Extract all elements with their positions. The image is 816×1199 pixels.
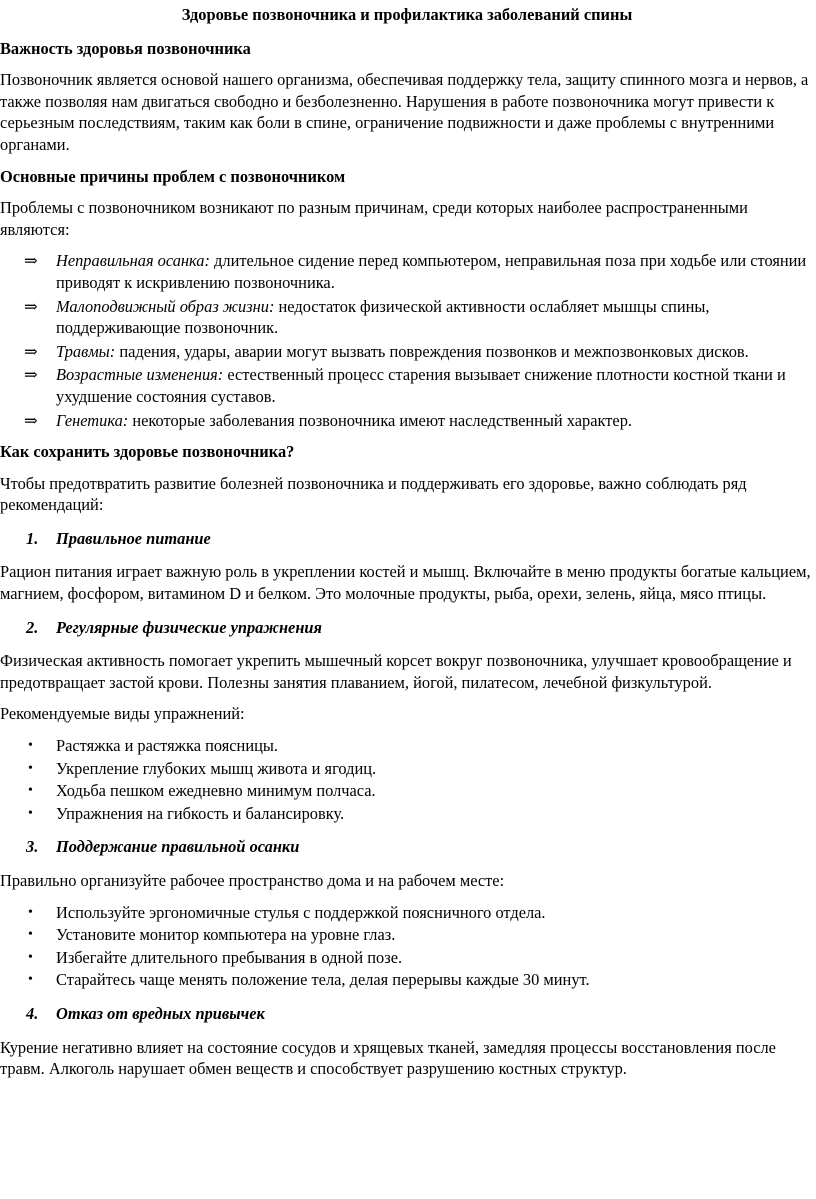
bullet-icon: • (28, 738, 33, 754)
paragraph-importance: Позвоночник является основой нашего организма, обеспечивая поддержку тела, защиту спинного мозга и нервов, а также позволяя нам двигаться свободно и безболезненно. Нарушения в работе позвоночника могут привести к серьезным последствиям, таким как боли в спине, ограничение подвижности и даже проблемы с внутренними органами. (0, 70, 809, 154)
cause-desc: длительное сидение перед компьютером, неправильная поза при ходьбе или стоянии приводят к искривлению позвоночника. (56, 251, 807, 292)
list-item-text: Используйте эргономичные стулья с поддержкой поясничного отдела. (56, 902, 546, 922)
subheading-nutrition (0, 528, 814, 550)
arrow-icon: ⇒ (24, 410, 38, 430)
paragraph-keep-intro: Чтобы предотвратить развитие болезней позвоночника и поддерживать его здоровье, важно соблюдать ряд рекомендаций: (0, 473, 747, 515)
causes-list (0, 250, 814, 431)
cause-desc: естественный процесс старения вызывает снижение плотности костной ткани и ухудшение состояния суставов. (56, 365, 786, 406)
cause-term: Неправильная осанка: (56, 251, 210, 271)
paragraph-habits: Курение негативно влияет на состояние сосудов и хрящевых тканей, замедляя процессы восстановления после травм. Алкоголь нарушает обмен веществ и способствует разрушению костных структур. (0, 1037, 776, 1079)
bullet-icon: • (28, 927, 33, 943)
heading-importance: Важность здоровья позвоночника (0, 38, 251, 58)
number-label: 3. (26, 837, 39, 857)
list-item-text: Ходьба пешком ежедневно минимум полчаса. (56, 781, 376, 801)
list-item (0, 410, 814, 432)
document-title: Здоровье позвоночника и профилактика заболеваний спины (181, 5, 633, 24)
list-item-text: Укрепление глубоких мышц живота и ягодиц. (56, 758, 377, 778)
list-item (0, 364, 814, 407)
list-item (0, 341, 814, 363)
list-item (0, 969, 814, 991)
subheading-text: Поддержание правильной осанки (56, 837, 300, 857)
heading-causes: Основные причины проблем с позвоночником (0, 166, 346, 186)
number-label: 4. (26, 1003, 39, 1023)
list-item-text: Избегайте длительного пребывания в одной позе. (56, 947, 403, 967)
list-item (0, 803, 814, 825)
subheading-exercise (0, 617, 814, 639)
cause-term: Возрастные изменения: (56, 365, 224, 385)
list-item (0, 758, 814, 780)
arrow-icon: ⇒ (24, 251, 38, 271)
cause-term: Малоподвижный образ жизни: (56, 296, 275, 316)
paragraph-posture-intro: Правильно организуйте рабочее пространство дома и на рабочем месте: (0, 871, 505, 890)
subheading-text: Отказ от вредных привычек (56, 1003, 265, 1023)
cause-term: Травмы: (56, 341, 116, 361)
bullet-icon: • (28, 904, 33, 920)
list-item-text: Упражнения на гибкость и балансировку. (56, 803, 345, 823)
bullet-icon: • (28, 949, 33, 965)
list-item-text: Установите монитор компьютера на уровне глаз. (56, 925, 396, 945)
heading-keep-healthy: Как сохранить здоровье позвоночника? (0, 442, 295, 462)
number-label: 1. (26, 528, 39, 548)
list-item (0, 924, 814, 946)
cause-desc: некоторые заболевания позвоночника имеют наследственный характер. (128, 410, 632, 430)
arrow-icon: ⇒ (24, 296, 38, 316)
bullet-icon: • (28, 805, 33, 821)
cause-term: Генетика: (56, 410, 129, 430)
bullet-icon: • (28, 760, 33, 776)
paragraph-causes-intro: Проблемы с позвоночником возникают по разным причинам, среди которых наиболее распространенными являются: (0, 198, 748, 239)
number-label: 2. (26, 617, 39, 637)
list-item (0, 296, 814, 339)
list-item-text: Растяжка и растяжка поясницы. (56, 736, 278, 756)
paragraph-exercise: Физическая активность помогает укрепить мышечный корсет вокруг позвоночника, улучшает кровообращение и предотвращает застой крови. Полезны занятия плаванием, йогой, пилатесом, лечебной физкультурой. (0, 651, 792, 692)
list-item (0, 947, 814, 969)
list-item (0, 902, 814, 924)
arrow-icon: ⇒ (24, 341, 38, 361)
paragraph-exercise-list-intro: Рекомендуемые виды упражнений: (0, 704, 245, 724)
subheading-posture (0, 836, 814, 858)
exercise-list (0, 735, 814, 824)
arrow-icon: ⇒ (24, 365, 38, 385)
subheading-habits (0, 1003, 814, 1025)
cause-desc: недостаток физической активности ослабляет мышцы спины, поддерживающие позвоночник. (56, 296, 710, 338)
bullet-icon: • (28, 783, 33, 799)
posture-list (0, 902, 814, 991)
subheading-text: Правильное питание (56, 528, 211, 548)
list-item-text: Старайтесь чаще менять положение тела, делая перерывы каждые 30 минут. (56, 970, 590, 990)
list-item (0, 780, 814, 802)
list-item (0, 735, 814, 757)
subheading-text: Регулярные физические упражнения (56, 617, 322, 637)
paragraph-nutrition: Рацион питания играет важную роль в укреплении костей и мышц. Включайте в меню продукты богатые кальцием, магнием, фосфором, витамином D и белком. Это молочные продукты, рыба, орехи, зелень, яйца, мясо птицы. (0, 562, 811, 604)
cause-desc: падения, удары, аварии могут вызвать повреждения позвонков и межпозвонковых дисков. (115, 341, 749, 361)
list-item (0, 250, 814, 293)
bullet-icon: • (28, 972, 33, 988)
